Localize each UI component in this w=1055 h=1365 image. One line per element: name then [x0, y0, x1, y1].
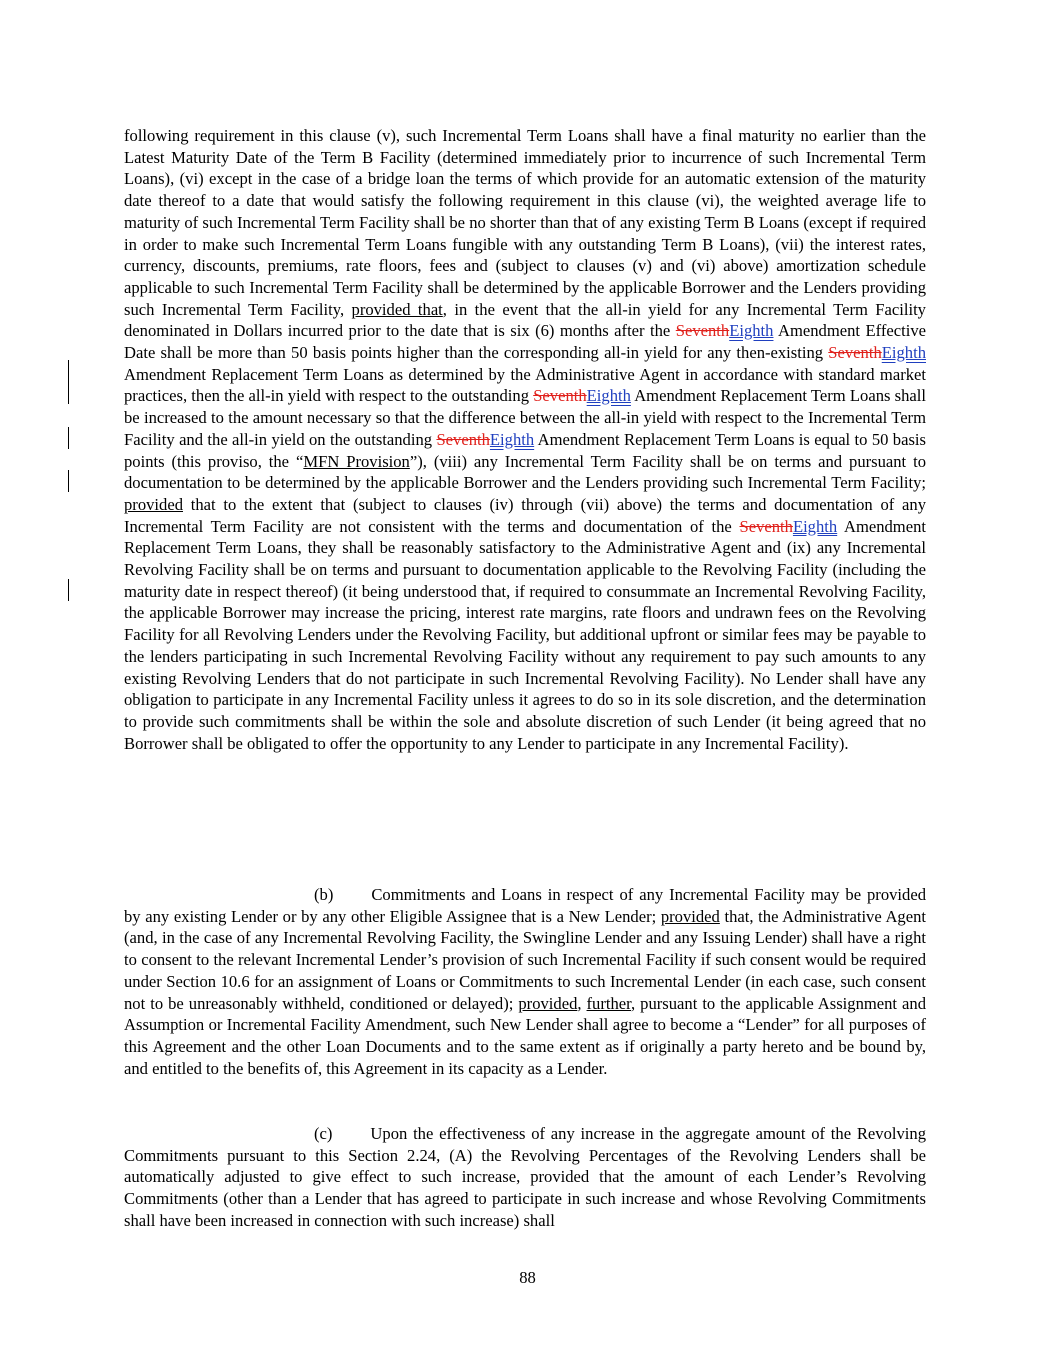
clause-label: (c) — [314, 1124, 333, 1143]
change-bar — [68, 360, 69, 404]
underlined-term: provided that — [351, 299, 443, 319]
paragraph-b — [124, 884, 926, 1079]
deleted-text: Seventh — [675, 321, 730, 341]
inserted-text: Eighth — [729, 321, 774, 341]
text-run: , — [577, 993, 587, 1013]
change-bar — [68, 427, 69, 449]
change-bar — [68, 579, 69, 601]
text-run: ”), (viii) any Incremental Term Facility shall be on terms and pursuant to documentation to be determined by the applicable Borrower and the Lenders providing such Incremental Term Facility; — [124, 451, 926, 493]
underlined-term: further — [586, 993, 632, 1013]
underlined-term: provided — [124, 494, 183, 514]
text-run: Amendment Effective Date shall be more than 50 basis points higher than the corresponding all-in yield for any then-existing — [124, 321, 926, 363]
text-run: that, the Administrative Agent (and, in the case of any Incremental Revolving Facility, the Swingline Lender and any Issuing Lender) shall have a right to consent to the relevant Incremental Lender’s provision of such Incremental Facility if such consent would be required under Section 10.6 for an assignment of Loans or Commitments to such Incremental Lender (in each case, such consent not to be unreasonably withheld, conditioned or delayed); — [124, 906, 926, 1013]
deleted-text: Seventh — [436, 429, 490, 449]
text-run: Amendment Replacement Term Loans shall be increased to the amount necessary so that the difference between the all-in yield with respect to the Incremental Term Facility and the all-in yield on the outstanding — [124, 386, 926, 449]
text-run: Amendment Replacement Term Loans as determined by the Administrative Agent in accordance with standard market practices, then the all-in yield with respect to the outstanding — [124, 364, 926, 406]
inserted-text: Eighth — [489, 429, 535, 449]
text-run: Commitments and Loans in respect of any Incremental Facility may be provided by any existing Lender or by any other Eligible Assignee that is a New Lender; — [124, 885, 926, 926]
text-run: Amendment Replacement Term Loans, they shall be reasonably satisfactory to the Administrative Agent and (ix) any Incremental Revolving Facility shall be on terms and pursuant to documentation applicable to the Revolving Facility (including the maturity date in respect thereof) (it being understood that, if required to consummate an Incremental Revolving Facility, the applicable Borrower may increase the pricing, interest rate margins, rate floors and undrawn fees on the Revolving Facility for all Revolving Lenders under the Revolving Facility, but additional upfront or similar fees may be payable to the lenders participating in such Incremental Revolving Facility without any requirement to pay such amounts to any existing Revolving Lenders that do not participate in such Incremental Revolving Facility). No Lender shall have any obligation to participate in any Incremental Facility unless it agrees to do so in its sole discretion, and the determination to provide such commitments shall be within the sole and absolute discretion of such Lender (it being agreed that no Borrower shall be obligated to offer the opportunity to any Lender to participate in any Incremental Facility). — [124, 516, 926, 753]
deleted-text: Seventh — [828, 343, 882, 363]
change-bar — [68, 470, 69, 492]
paragraph-c — [124, 1123, 926, 1232]
text-run: that to the extent that (subject to clauses (iv) through (vii) above) the terms and documentation of any Incremental Term Facility are not consistent with the terms and documentation of the — [124, 494, 926, 536]
inserted-text: Eighth — [792, 516, 838, 536]
underlined-term: MFN Provision — [303, 451, 410, 471]
underlined-term: provided — [518, 993, 578, 1013]
text-run: Upon the effectiveness of any increase in the aggregate amount of the Revolving Commitments pursuant to this Section 2.24, (A) the Revolving Percentages of the Revolving Lenders shall be automatically adjusted to give effect to such increase, provided that the amount of each Lender’s Revolving Commitments (other than a Lender that has agreed to participate in such increase and whose Revolving Commitments shall have been increased in connection with such increase) shall — [124, 1124, 926, 1230]
text-run: following requirement in this clause (v), such Incremental Term Loans shall have a final maturity no earlier than the Latest Maturity Date of the Term B Facility (determined immediately prior to incurrence of such Incremental Term Loans), (vi) except in the case of a bridge loan the terms of which provide for an automatic extension of the maturity date thereof to a date that would satisfy the following requirement in this clause (vi), the weighted average life to maturity of such Incremental Term Facility shall be no shorter than that of any existing Term B Loans (except if required in order to make such Incremental Term Loans fungible with any outstanding Term B Loans), (vii) the interest rates, currency, discounts, premiums, rate floors, fees and (subject to clauses (v) and (vi) above) amortization schedule applicable to such Incremental Term Facility shall be determined by the applicable Borrower and the Lenders providing such Incremental Term Facility, — [124, 126, 926, 319]
paragraph-a — [124, 125, 926, 754]
clause-label: (b) — [314, 885, 334, 904]
inserted-text: Eighth — [881, 343, 926, 363]
page-number: 88 — [519, 1268, 536, 1287]
deleted-text: Seventh — [533, 386, 587, 406]
underlined-term: provided — [660, 906, 720, 926]
deleted-text: Seventh — [739, 516, 793, 536]
inserted-text: Eighth — [586, 386, 631, 406]
text-run: Amendment Replacement Term Loans is equal to 50 basis points (this proviso, the “ — [124, 429, 926, 471]
text-run: , in the event that the all-in yield for any Incremental Term Facility denominated in Dollars incurred prior to the date that is six (6) months after the — [124, 299, 926, 341]
text-run: , pursuant to the applicable Assignment and Assumption or Incremental Facility Amendment, such New Lender shall agree to become a “Lender” for all purposes of this Agreement and the other Loan Documents and to the same extent as if originally a party hereto and be bound by, and entitled to the benefits of, this Agreement in its capacity as a Lender. — [124, 993, 927, 1078]
